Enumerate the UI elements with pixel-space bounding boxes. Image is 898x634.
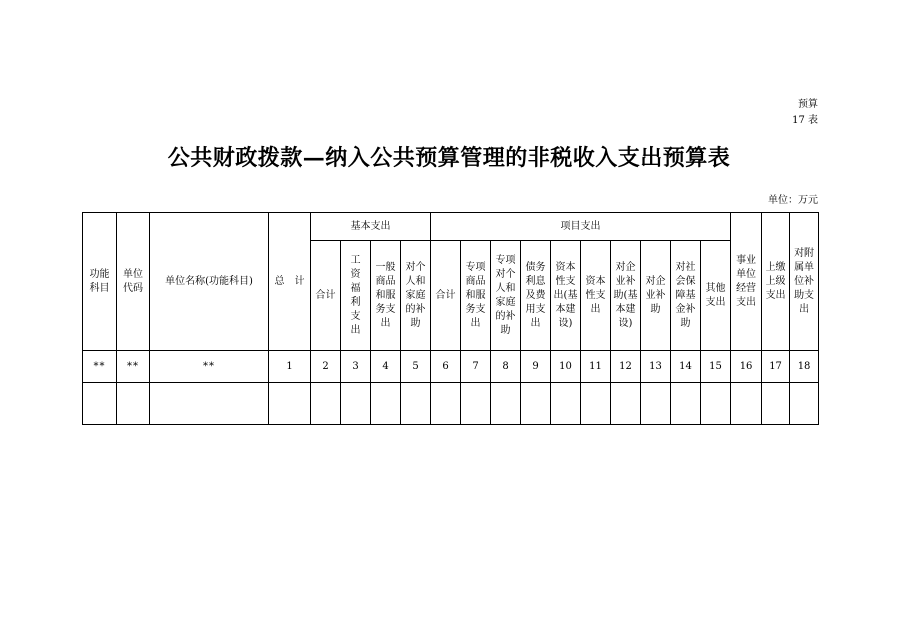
table-cell — [401, 383, 431, 425]
header-goods-services: 一般商品和服务支出 — [371, 241, 401, 351]
header-basic-expenditure: 基本支出 — [311, 213, 431, 241]
header-basic-sum: 合计 — [311, 241, 341, 351]
index-cell: 8 — [491, 351, 521, 383]
index-cell: 10 — [551, 351, 581, 383]
index-cell: 16 — [731, 351, 762, 383]
index-cell: 6 — [431, 351, 461, 383]
header-social-security-fund: 对社会保障基金补助 — [671, 241, 701, 351]
table-cell — [581, 383, 611, 425]
index-cell: 3 — [341, 351, 371, 383]
header-special-goods-services: 专项商品和服务支出 — [461, 241, 491, 351]
header-project-expenditure: 项目支出 — [431, 213, 731, 241]
index-cell: ** — [117, 351, 150, 383]
table-cell — [371, 383, 401, 425]
table-cell — [341, 383, 371, 425]
table-cell — [731, 383, 762, 425]
header-wages-welfare: 工资福利支出 — [341, 241, 371, 351]
table-cell — [790, 383, 819, 425]
header-unit-code: 单位代码 — [117, 213, 150, 351]
index-cell: 12 — [611, 351, 641, 383]
table-cell — [611, 383, 641, 425]
header-enterprise-subsidy: 对企业补助 — [641, 241, 671, 351]
table-cell — [641, 383, 671, 425]
index-cell: 14 — [671, 351, 701, 383]
index-cell: 13 — [641, 351, 671, 383]
index-cell: 2 — [311, 351, 341, 383]
table-cell — [311, 383, 341, 425]
index-cell: 15 — [701, 351, 731, 383]
header-special-individual-subsidy: 专项对个人和家庭的补助 — [491, 241, 521, 351]
table-cell — [83, 383, 117, 425]
index-cell: 17 — [762, 351, 790, 383]
table-cell — [521, 383, 551, 425]
header-other-expenditure: 其他支出 — [701, 241, 731, 351]
header-enterprise-subsidy-construction: 对企业补助(基本建设) — [611, 241, 641, 351]
index-cell: 7 — [461, 351, 491, 383]
table-cell — [762, 383, 790, 425]
table-cell — [671, 383, 701, 425]
table-cell — [269, 383, 311, 425]
index-cell: 5 — [401, 351, 431, 383]
header-total: 总 计 — [269, 213, 311, 351]
header-debt-interest: 债务利息及费用支出 — [521, 241, 551, 351]
index-cell: ** — [150, 351, 269, 383]
header-project-sum: 合计 — [431, 241, 461, 351]
index-cell: 11 — [581, 351, 611, 383]
index-cell: 1 — [269, 351, 311, 383]
empty-data-row — [83, 383, 819, 425]
table-cell — [701, 383, 731, 425]
header-unit-name: 单位名称(功能科目) — [150, 213, 269, 351]
budget-table — [82, 212, 819, 425]
page-title: 公共财政拨款—纳入公共预算管理的非税收入支出预算表 — [167, 145, 731, 171]
form-number-line2: 17 表 — [792, 115, 818, 126]
index-cell: 9 — [521, 351, 551, 383]
index-cell: 18 — [790, 351, 819, 383]
unit-label: 单位：万元 — [768, 195, 818, 206]
header-subsidiary-subsidy: 对附属单位补助支出 — [790, 213, 819, 351]
table-cell — [491, 383, 521, 425]
table-cell — [150, 383, 269, 425]
table-cell — [431, 383, 461, 425]
index-cell: ** — [83, 351, 117, 383]
index-cell: 4 — [371, 351, 401, 383]
header-capital-expenditure: 资本性支出 — [581, 241, 611, 351]
header-payment-to-superior: 上缴上级支出 — [762, 213, 790, 351]
header-capital-basic-construction: 资本性支出(基本建设) — [551, 241, 581, 351]
header-function-subject: 功能科目 — [83, 213, 117, 351]
index-row — [83, 351, 819, 383]
form-number-line1: 预算 — [798, 99, 818, 110]
table-cell — [551, 383, 581, 425]
table-cell — [461, 383, 491, 425]
header-individual-subsidy: 对个人和家庭的补助 — [401, 241, 431, 351]
header-institution-operation: 事业单位经营支出 — [731, 213, 762, 351]
table-cell — [117, 383, 150, 425]
